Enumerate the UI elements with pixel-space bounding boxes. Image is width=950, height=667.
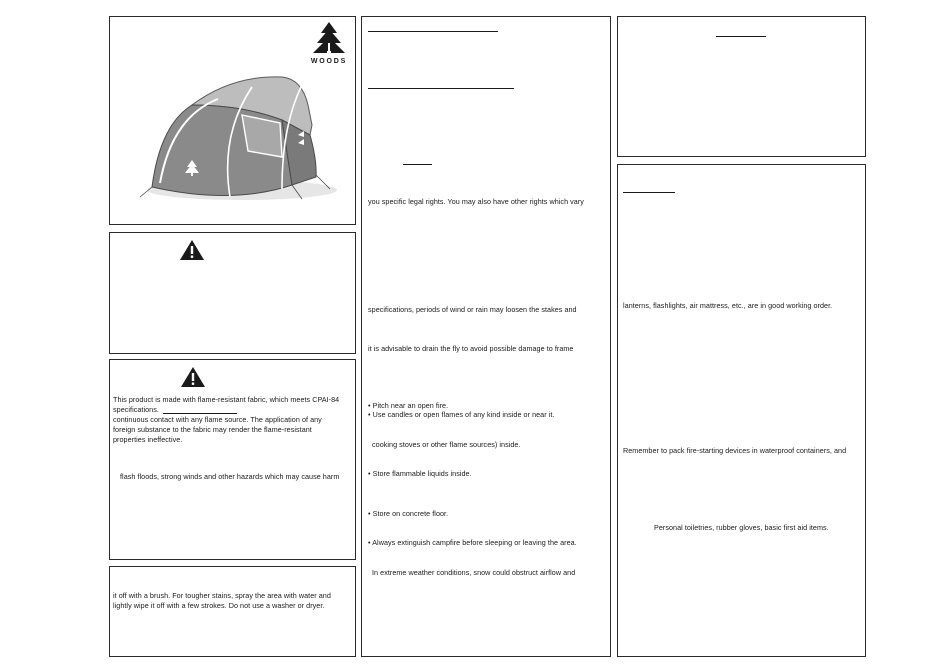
middle-column-panel bbox=[361, 16, 611, 657]
dont-item: • Store flammable liquids inside. bbox=[368, 469, 472, 478]
fire-warning-panel bbox=[109, 359, 356, 560]
fire-text-line: continuous contact with any flame source. The application of any bbox=[113, 415, 322, 424]
gear-text-line: lanterns, flashlights, air mattress, etc., are in good working order. bbox=[623, 301, 833, 310]
stove-text-line: cooking stoves or other flame sources) inside. bbox=[372, 440, 521, 449]
heading-underline bbox=[368, 31, 498, 32]
weather-text-line: In extreme weather conditions, snow could obstruct airflow and bbox=[372, 568, 576, 577]
warning-triangle-icon bbox=[180, 366, 206, 388]
warning-panel bbox=[109, 232, 356, 354]
fire-starting-text-line: Remember to pack fire-starting devices in waterproof containers, and bbox=[623, 446, 847, 455]
care-text-line: lightly wipe it off with a few strokes. Do not use a washer or dryer. bbox=[113, 601, 325, 610]
heading-underline bbox=[368, 88, 514, 89]
dont-item: • Always extinguish campfire before sleeping or leaving the area. bbox=[368, 538, 577, 547]
brand-logo-text: WOODS bbox=[310, 58, 348, 65]
dont-item: • Use candles or open flames of any kind inside or near it. bbox=[368, 410, 555, 419]
heading-underline bbox=[716, 36, 766, 37]
fire-text-line: flash floods, strong winds and other hazards which may cause harm bbox=[120, 472, 340, 481]
warranty-text-line: you specific legal rights. You may also have other rights which vary bbox=[368, 197, 584, 206]
dont-item: • Store on concrete floor. bbox=[368, 509, 449, 518]
wind-text-line: specifications, periods of wind or rain may loosen the stakes and bbox=[368, 305, 577, 314]
drain-text-line: it is advisable to drain the fly to avoid possible damage to frame bbox=[368, 344, 574, 353]
fire-text-line: properties ineffective. bbox=[113, 435, 183, 444]
fire-text-line: foreign substance to the fabric may render the flame-resistant bbox=[113, 425, 312, 434]
warning-triangle-icon bbox=[179, 239, 205, 261]
care-panel bbox=[109, 566, 356, 657]
product-image-panel bbox=[109, 16, 356, 225]
care-text-line: it off with a brush. For tougher stains, spray the area with water and bbox=[113, 591, 331, 600]
right-top-panel bbox=[617, 16, 866, 157]
right-bottom-panel bbox=[617, 164, 866, 657]
blank-underline bbox=[163, 413, 237, 414]
fire-text-line: specifications. bbox=[113, 405, 159, 414]
dont-item: • Pitch near an open fire. bbox=[368, 401, 449, 410]
fire-text-line: This product is made with flame-resistant fabric, which meets CPAI-84 bbox=[113, 395, 340, 404]
tent-illustration bbox=[132, 65, 342, 220]
heading-underline bbox=[403, 164, 432, 165]
heading-underline bbox=[623, 192, 675, 193]
toiletries-text-line: Personal toiletries, rubber gloves, basic first aid items. bbox=[654, 523, 829, 532]
